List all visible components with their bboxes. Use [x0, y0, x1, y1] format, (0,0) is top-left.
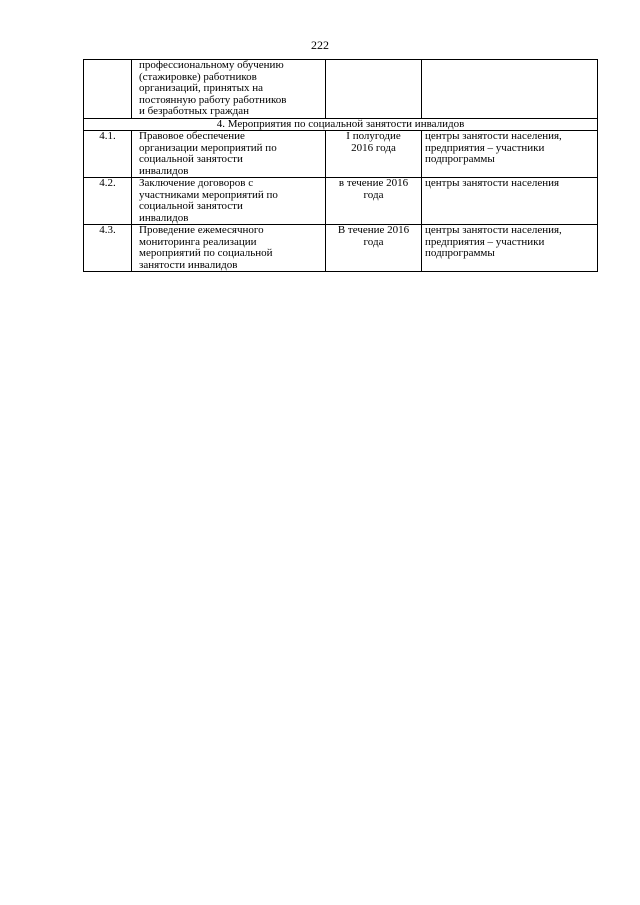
term-text: I полугодие 2016 года	[346, 130, 401, 154]
table-section-row	[84, 118, 598, 131]
table-row-continued	[84, 60, 598, 119]
activity-name-text: Заключение договоров с участниками мероприятий по социальной занятости инвалидов	[139, 177, 278, 224]
row-number-cell	[84, 131, 132, 178]
term-cell	[326, 225, 422, 272]
activity-name-cell	[132, 178, 326, 225]
executor-cell	[422, 178, 598, 225]
term-cell	[326, 131, 422, 178]
row-number: 4.3.	[99, 224, 116, 236]
table-row	[84, 131, 598, 178]
activity-name-text: Правовое обеспечение организации мероприятий по социальной занятости инвалидов	[139, 130, 277, 177]
page-number: 222	[311, 38, 329, 52]
row-number-cell	[84, 225, 132, 272]
row-number: 4.1.	[99, 130, 116, 142]
executor-text: центры занятости населения	[425, 177, 560, 189]
executor-cell	[422, 60, 598, 119]
section-title: 4. Мероприятия по социальной занятости инвалидов	[84, 118, 598, 131]
activity-name-cell	[132, 60, 326, 119]
table-row	[84, 178, 598, 225]
term-text: В течение 2016 года	[337, 224, 410, 248]
term-text: в течение 2016 года	[338, 177, 409, 201]
row-number: 4.2.	[99, 177, 116, 189]
executor-text: центры занятости населения, предприятия – участники подпрограммы	[425, 224, 562, 259]
executor-text: центры занятости населения, предприятия – участники подпрограммы	[425, 130, 562, 165]
table-row	[84, 225, 598, 272]
executor-cell	[422, 225, 598, 272]
row-number-cell	[84, 60, 132, 119]
activity-name-cell	[132, 225, 326, 272]
executor-cell	[422, 131, 598, 178]
term-cell	[326, 60, 422, 119]
term-cell	[326, 178, 422, 225]
activity-name-text: профессиональному обучению (стажировке) работников организаций, принятых на постоянную работу работников и безработных граждан	[139, 59, 287, 117]
activity-name-cell	[132, 131, 326, 178]
activity-name-text: Проведение ежемесячного мониторинга реализации мероприятий по социальной занятости инвалидов	[139, 224, 273, 271]
row-number-cell	[84, 178, 132, 225]
activities-table	[83, 59, 598, 272]
